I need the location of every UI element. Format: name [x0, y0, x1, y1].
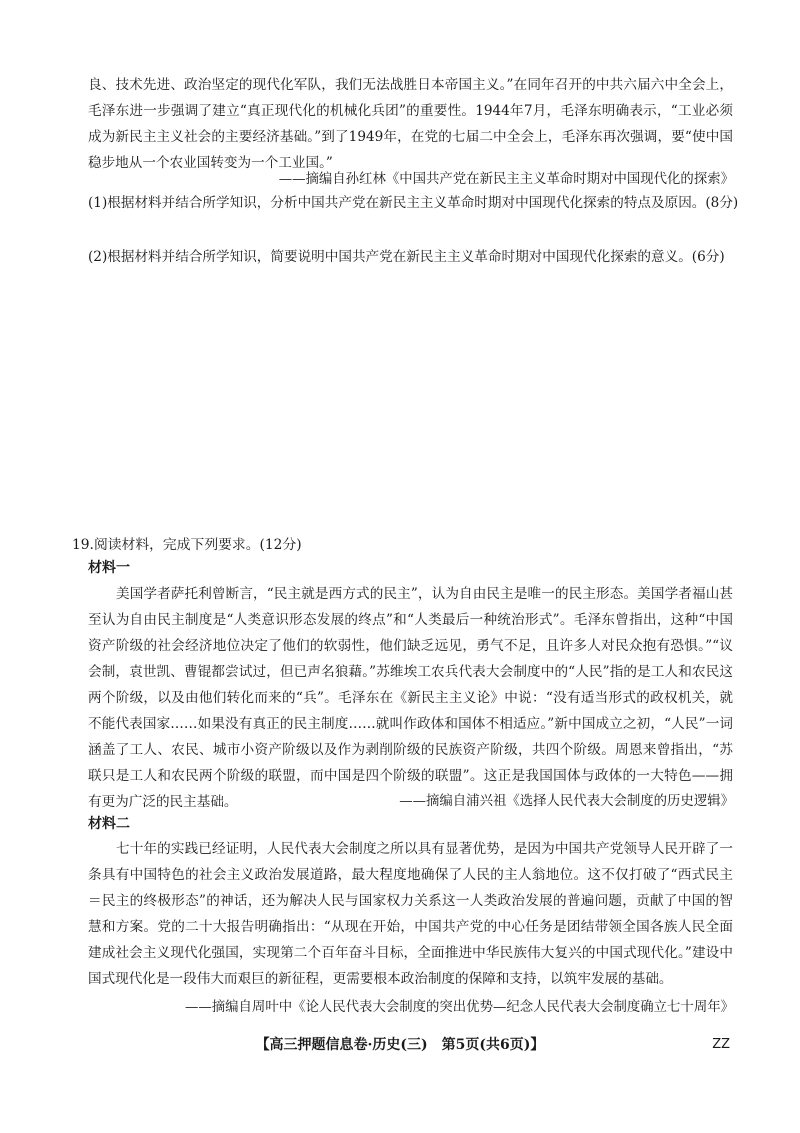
material-1-label: 材料一: [88, 560, 130, 576]
material-1-source: ——摘编自浦兴祖《选择人民代表大会制度的历史逻辑》: [399, 794, 734, 809]
question-1-prompt: (1)根据材料并结合所学知识，分析中国共产党在新民主主义革命时期对中国现代化探索的特点及原因。(8分): [88, 195, 739, 211]
footer-code: ZZ: [712, 1037, 730, 1052]
material-source-citation: ——摘编自孙红林《中国共产党在新民主主义革命时期对中国现代化的探索》: [278, 172, 734, 187]
page-footer: [0, 1030, 800, 1060]
question-19-heading: 19.阅读材料，完成下列要求。(12分): [72, 537, 302, 553]
footer-title: 【高三押题信息卷·历史(三) 第5页(共6页)】: [255, 1037, 545, 1053]
material-1-text: 美国学者萨托利曾断言，“民主就是西方式的民主”，认为自由民主是唯一的民主形态。美国学者福山甚至认为自由民主制度是“人类意识形态发展的终点”和“人类最后一种统治形式”。毛泽东曾指出，这种“中国资产阶级的社会经济地位决定了他们的软弱性，他们缺乏远见，勇气不足，且许多人对民众抱有恐惧。”“议会制，袁世凯、曹锟都尝试过，但已声名狼藉。”苏维埃工农兵代表大会制度中的“人民”指的是工人和农民这两个阶级，以及由他们转化而来的“兵”。毛泽东在《新民主主义论》中说：“没有适当形式的政权机关，就不能代表国家……如果没有真正的民主制度……就叫作政体和国体不相适应。”新中国成立之初，“人民”一词涵盖了工人、农民、城市小资产阶级以及作为剥削阶级的民族资产阶级，共四个阶级。周恩来曾指出，“苏联只是工人和农民两个阶级的联盟，而中国是四个阶级的联盟”。这正是我国国体与政体的一大特色——拥有更为广泛的民主基础。: [88, 586, 733, 810]
material-2-source: ——摘编自周叶中《论人民代表大会制度的突出优势—纪念人民代表大会制度确立七十周年》: [184, 1000, 734, 1015]
material-2-label: 材料二: [88, 816, 130, 832]
material-2-text: 七十年的实践已经证明，人民代表大会制度之所以具有显著优势，是因为中国共产党领导人民开辟了一条具有中国特色的社会主义政治发展道路，最大程度地确保了人民的主人翁地位。这不仅打破了“西式民主＝民主的终极形态”的神话，还为解决人民与国家权力关系这一人类政治发展的普遍问题，贡献了中国的智慧和方案。党的二十大报告明确指出：“从现在开始，中国共产党的中心任务是团结带领全国各族人民全面建成社会主义现代化强国，实现第二个百年奋斗目标，全面推进中华民族伟大复兴的中国式现代化。”建设中国式现代化是一段伟大而艰巨的新征程，更需要根本政治制度的保障和支持，以筑牢发展的基础。: [88, 841, 733, 987]
question-2-prompt: (2)根据材料并结合所学知识，简要说明中国共产党在新民主主义革命时期对中国现代化探索的意义。(6分): [88, 249, 725, 265]
material-continuation-paragraph: 良、技术先进、政治坚定的现代化军队，我们无法战胜日本帝国主义。”在同年召开的中共六届六中全会上，毛泽东进一步强调了建立“真正现代化的机械化兵团”的重要性。1944年7月，毛泽东明确表示，“工业必须成为新民主主义社会的主要经济基础。”到了1949年，在党的七届二中全会上，毛泽东再次强调，要“使中国稳步地从一个农业国转变为一个工业国。”: [88, 77, 733, 171]
